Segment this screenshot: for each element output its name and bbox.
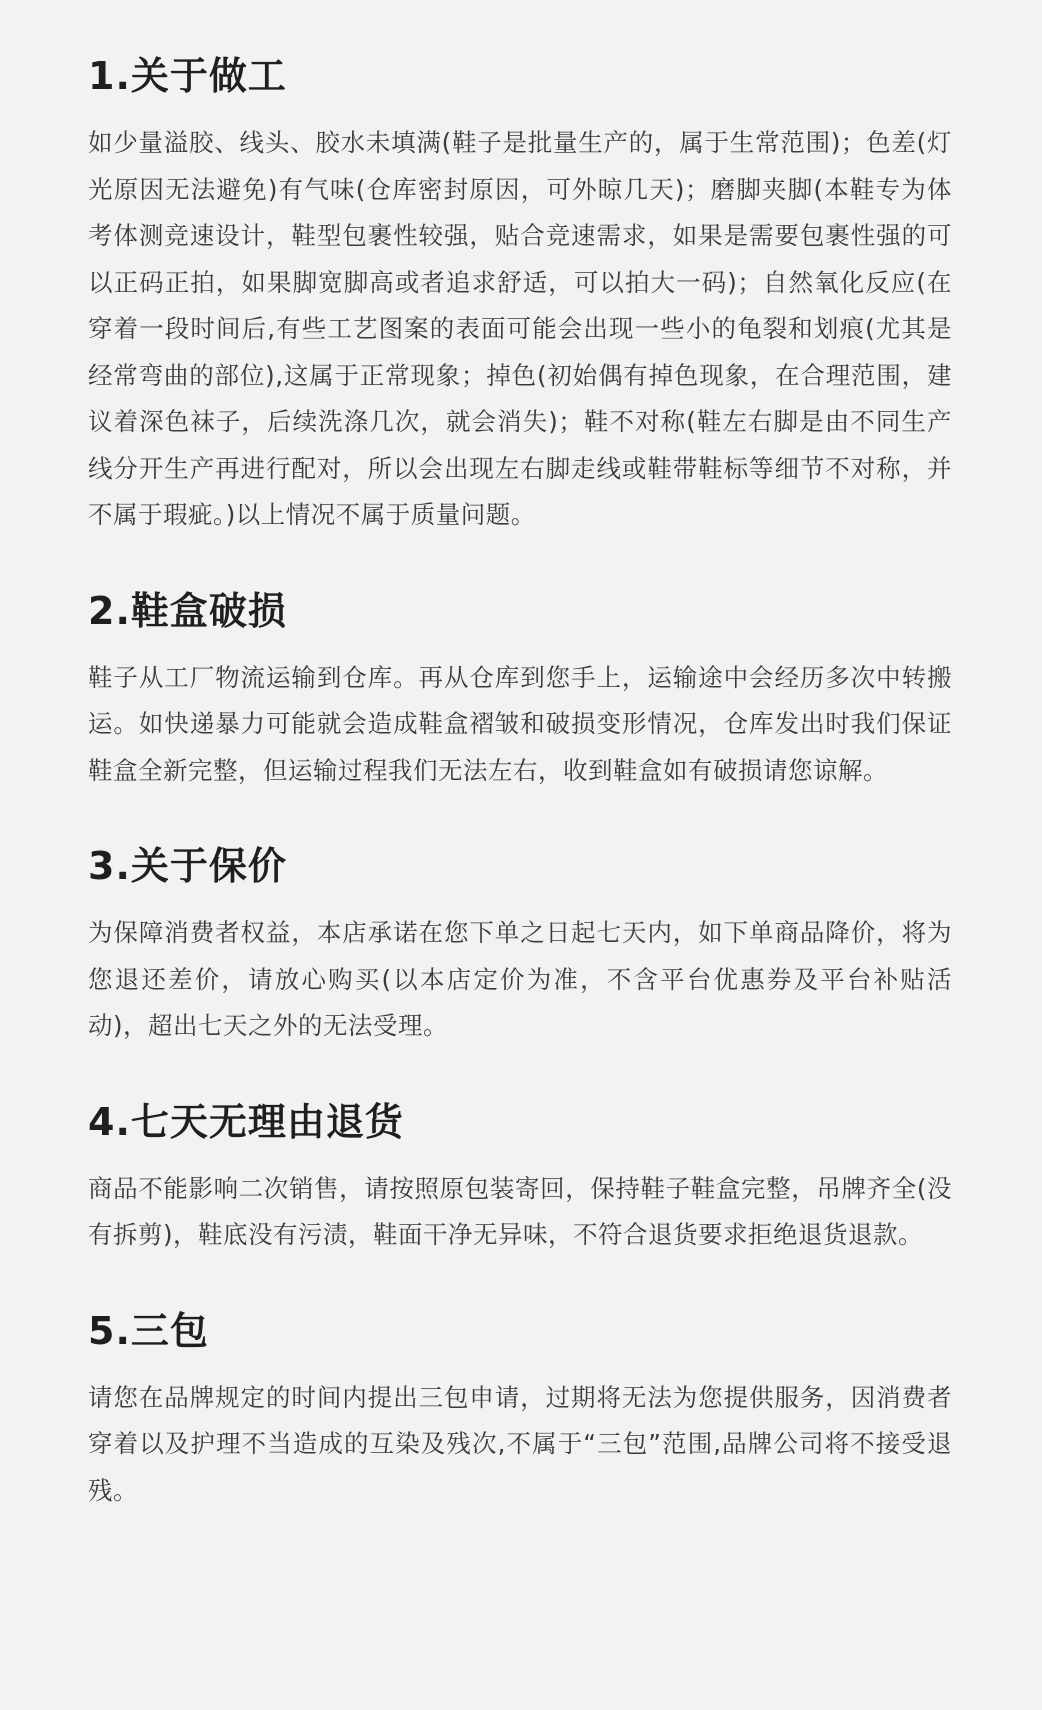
section-workmanship [88,44,952,539]
section-title: 3.关于保价 [88,844,287,888]
section-title: 1.关于做工 [88,54,287,98]
section-body: 鞋子从工厂物流运输到仓库。再从仓库到您手上，运输途中会经历多次中转搬运。如快递暴力可能就会造成鞋盒褶皱和破损变形情况，仓库发出时我们保证鞋盒全新完整，但运输过程我们无法左右，收到鞋盒如有破损请您谅解。 [88,662,952,785]
section-body: 如少量溢胶、线头、胶水未填满(鞋子是批量生产的，属于生常范围)；色差(灯光原因无法避免)有气味(仓库密封原因，可外晾几天)；磨脚夹脚(本鞋专为体考体测竞速设计，鞋型包裹性较强，贴合竞速需求，如果是需要包裹性强的可以正码正拍，如果脚宽脚高或者追求舒适，可以拍大一码)；自然氧化反应(在穿着一段时间后,有些工艺图案的表面可能会出现一些小的龟裂和划痕(尤其是经常弯曲的部位),这属于正常现象；掉色(初始偶有掉色现象，在合理范围，建议着深色袜子，后续洗涤几次，就会消失)；鞋不对称(鞋左右脚是由不同生产线分开生产再进行配对，所以会出现左右脚走线或鞋带鞋标等细节不对称，并不属于瑕疵。)以上情况不属于质量问题。 [88,128,952,529]
section-price-protection [88,834,952,1050]
section-title: 2.鞋盒破损 [88,588,287,633]
section-body: 为保障消费者权益，本店承诺在您下单之日起七天内，如下单商品降价，将为您退还差价，请放心购买(以本店定价为准，不含平台优惠券及平台补贴活动)，超出七天之外的无法受理。 [88,918,952,1040]
section-title: 4.七天无理由退货 [88,1099,404,1144]
section-shoebox-damage [88,579,952,795]
section-body: 请您在品牌规定的时间内提出三包申请，过期将无法为您提供服务，因消费者穿着以及护理不当造成的互染及残次,不属于“三包”范围,品牌公司将不接受退残。 [88,1382,952,1505]
section-seven-day-return [88,1090,952,1259]
section-body: 商品不能影响二次销售，请按照原包装寄回，保持鞋子鞋盒完整，吊牌齐全(没有拆剪)，鞋底没有污渍，鞋面干净无异味，不符合退货要求拒绝退货退款。 [88,1173,952,1249]
section-warranty [88,1299,952,1515]
section-title: 5.三包 [88,1308,209,1353]
